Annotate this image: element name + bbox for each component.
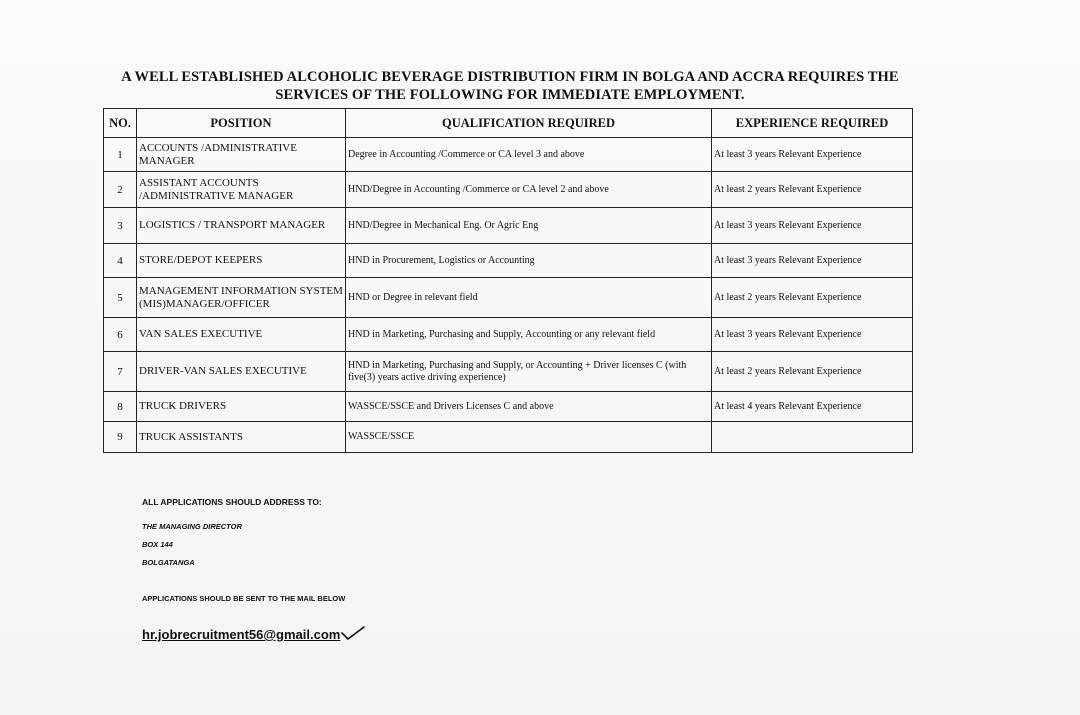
vacancies-table bbox=[103, 108, 913, 453]
row-position: ASSISTANT ACCOUNTS /ADMINISTRATIVE MANAGER bbox=[137, 172, 346, 208]
row-position: DRIVER-VAN SALES EXECUTIVE bbox=[137, 352, 346, 392]
address-heading: ALL APPLICATIONS SHOULD ADDRESS TO: bbox=[142, 497, 322, 507]
email-link[interactable]: hr.jobrecruitment56@gmail.com bbox=[142, 627, 341, 642]
address-line: BOX 144 bbox=[142, 540, 173, 549]
row-number: 1 bbox=[104, 138, 137, 172]
header-qualification: QUALIFICATION REQUIRED bbox=[346, 109, 712, 138]
row-position: STORE/DEPOT KEEPERS bbox=[137, 244, 346, 278]
row-qualification: HND or Degree in relevant field bbox=[346, 278, 712, 318]
row-experience: At least 3 years Relevant Experience bbox=[712, 244, 913, 278]
title-line-2: SERVICES OF THE FOLLOWING FOR IMMEDIATE EMPLOYMENT. bbox=[275, 87, 745, 103]
row-qualification: HND in Marketing, Purchasing and Supply, Accounting or any relevant field bbox=[346, 318, 712, 352]
row-number: 3 bbox=[104, 208, 137, 244]
table-row bbox=[104, 422, 913, 453]
row-number: 6 bbox=[104, 318, 137, 352]
row-experience: At least 2 years Relevant Experience bbox=[712, 172, 913, 208]
row-qualification: HND in Procurement, Logistics or Accounting bbox=[346, 244, 712, 278]
row-qualification: HND/Degree in Mechanical Eng. Or Agric Eng bbox=[346, 208, 712, 244]
row-experience: At least 2 years Relevant Experience bbox=[712, 278, 913, 318]
row-position: TRUCK DRIVERS bbox=[137, 392, 346, 422]
table-row bbox=[104, 172, 913, 208]
table-row bbox=[104, 318, 913, 352]
table-row bbox=[104, 208, 913, 244]
page-title bbox=[120, 68, 900, 104]
mail-note: APPLICATIONS SHOULD BE SENT TO THE MAIL BELOW bbox=[142, 594, 346, 603]
row-position: ACCOUNTS /ADMINISTRATIVE MANAGER bbox=[137, 138, 346, 172]
title-line-1: A WELL ESTABLISHED ALCOHOLIC BEVERAGE DISTRIBUTION FIRM IN BOLGA AND ACCRA REQUIRES THE bbox=[121, 69, 899, 85]
header-position: POSITION bbox=[137, 109, 346, 138]
row-qualification: HND in Marketing, Purchasing and Supply, or Accounting + Driver licenses C (with five(3) years active driving experience) bbox=[346, 352, 712, 392]
row-number: 4 bbox=[104, 244, 137, 278]
row-position: LOGISTICS / TRANSPORT MANAGER bbox=[137, 208, 346, 244]
address-line: THE MANAGING DIRECTOR bbox=[142, 522, 242, 531]
table-row bbox=[104, 352, 913, 392]
header-no: NO. bbox=[104, 109, 137, 138]
row-qualification: WASSCE/SSCE bbox=[346, 422, 712, 453]
address-line: BOLGATANGA bbox=[142, 558, 195, 567]
row-number: 7 bbox=[104, 352, 137, 392]
header-experience: EXPERIENCE REQUIRED bbox=[712, 109, 913, 138]
table-header-row bbox=[104, 109, 913, 138]
row-number: 2 bbox=[104, 172, 137, 208]
row-experience: At least 3 years Relevant Experience bbox=[712, 208, 913, 244]
row-number: 5 bbox=[104, 278, 137, 318]
table-row bbox=[104, 244, 913, 278]
checkmark-icon bbox=[340, 624, 366, 642]
table-row bbox=[104, 138, 913, 172]
row-position: VAN SALES EXECUTIVE bbox=[137, 318, 346, 352]
row-number: 9 bbox=[104, 422, 137, 453]
row-experience: At least 3 years Relevant Experience bbox=[712, 138, 913, 172]
row-position: TRUCK ASSISTANTS bbox=[137, 422, 346, 453]
table-row bbox=[104, 392, 913, 422]
row-experience: At least 4 years Relevant Experience bbox=[712, 392, 913, 422]
row-qualification: HND/Degree in Accounting /Commerce or CA level 2 and above bbox=[346, 172, 712, 208]
row-experience: At least 2 years Relevant Experience bbox=[712, 352, 913, 392]
table-row bbox=[104, 278, 913, 318]
row-qualification: WASSCE/SSCE and Drivers Licenses C and above bbox=[346, 392, 712, 422]
row-position: MANAGEMENT INFORMATION SYSTEM (MIS)MANAGER/OFFICER bbox=[137, 278, 346, 318]
row-experience: At least 3 years Relevant Experience bbox=[712, 318, 913, 352]
row-qualification: Degree in Accounting /Commerce or CA level 3 and above bbox=[346, 138, 712, 172]
row-experience bbox=[712, 422, 913, 453]
row-number: 8 bbox=[104, 392, 137, 422]
